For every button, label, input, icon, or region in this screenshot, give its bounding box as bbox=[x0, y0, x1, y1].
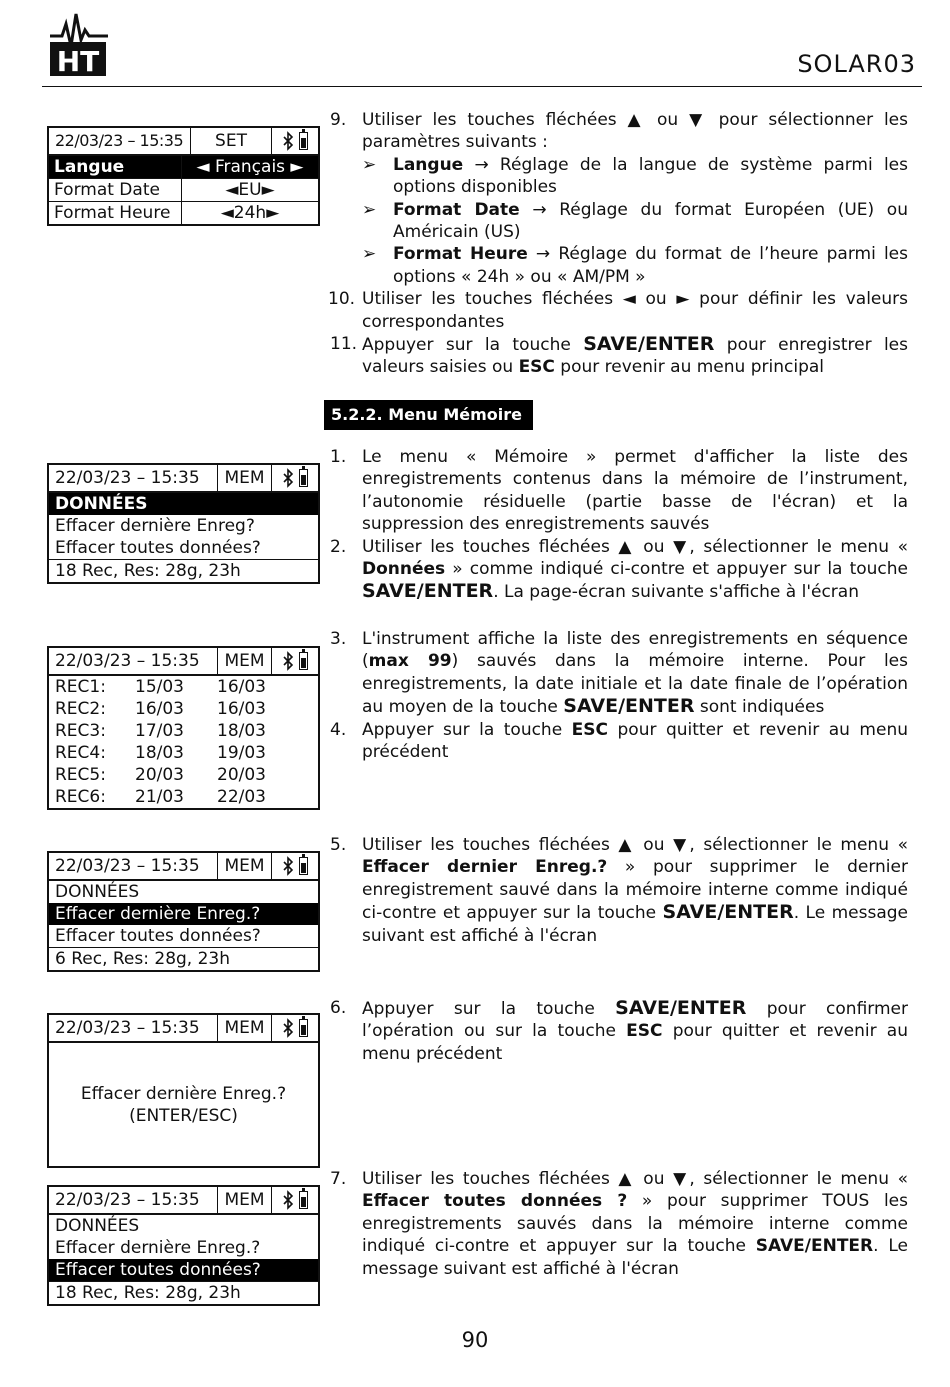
settings-instructions bbox=[330, 109, 908, 379]
memory-step-3: 3. L'instrument affiche la liste des enregistrements en séquence (max 99) sauvés dans la mémoire interne. Pour les enregistrements, la date initiale et la date finale de l’opération au moyen de la touche SAVE/ENTER sont indiquées 4. Appuyer sur la touche ESC pour quitter et revenir au menu précédent bbox=[330, 629, 908, 763]
lcd-delete-last-menu-screen bbox=[47, 851, 320, 972]
lcd-confirm-delete-screen bbox=[47, 1013, 320, 1168]
battery-icon bbox=[299, 1019, 308, 1037]
bullet-langue: ➢ Langue → Réglage de la langue de système parmi les options disponibles bbox=[362, 154, 908, 198]
setting-row-langue[interactable]: Langue ◄ Français ► bbox=[49, 156, 318, 179]
menu-item-effacer-toutes[interactable]: Effacer toutes données? bbox=[55, 538, 261, 558]
step-11: 11. Appuyer sur la touche SAVE/ENTER pour enregistrer les valeurs saisies ou ESC pour revenir au menu principal bbox=[330, 333, 908, 378]
record-row[interactable]: REC5: 20/03 20/03 bbox=[55, 765, 266, 785]
battery-icon bbox=[299, 652, 308, 670]
step-10: 10. Utiliser les touches fléchées ◄ ou ► pour définir les valeurs correspondantes bbox=[328, 289, 908, 332]
battery-icon bbox=[299, 469, 308, 487]
screen-date: 22/03/23 – 15:35 bbox=[49, 648, 218, 674]
menu-item-effacer-derniere[interactable]: Effacer dernière Enreg.? bbox=[49, 903, 318, 925]
memory-step-2: 2. Utiliser les touches fléchées ▲ ou ▼, sélectionner le menu « Données » comme indiqué ci-contre et appuyer sur la touche SAVE/ENTER. La page-écran suivante s'affiche à l'écran bbox=[330, 536, 908, 603]
record-row[interactable]: REC2: 16/03 16/03 bbox=[55, 699, 266, 719]
memory-step-6: 6. Appuyer sur la touche SAVE/ENTER pour confirmer l’opération ou sur la touche ESC pour quitter et revenir au menu précédent bbox=[330, 997, 908, 1064]
ht-logo bbox=[48, 10, 110, 78]
screen-date: 22/03/23 – 15:35 bbox=[49, 1187, 218, 1213]
screen-mode: MEM bbox=[218, 1187, 272, 1213]
screen-mode: MEM bbox=[218, 648, 272, 674]
confirm-message: Effacer dernière Enreg.? (ENTER/ESC) bbox=[80, 1084, 287, 1126]
svg-text:HT: HT bbox=[56, 45, 100, 78]
screen-date: 22/03/23 – 15:35 bbox=[49, 128, 191, 154]
screen-mode: MEM bbox=[218, 1015, 272, 1041]
bullet-format-heure: ➢ Format Heure → Réglage du format de l’heure parmi les options « 24h » ou « AM/PM » bbox=[362, 244, 908, 287]
bluetooth-icon bbox=[282, 1190, 295, 1210]
menu-item-donnees[interactable]: DONNÉES bbox=[49, 493, 318, 515]
bluetooth-icon bbox=[282, 131, 295, 151]
record-row[interactable]: REC4: 18/03 19/03 bbox=[55, 743, 266, 763]
lcd-memory-menu-screen bbox=[47, 463, 320, 584]
battery-icon bbox=[299, 132, 308, 150]
menu-item-effacer-derniere[interactable]: Effacer dernière Enreg? bbox=[55, 516, 255, 536]
menu-item-donnees[interactable]: DONNÉES bbox=[55, 1216, 140, 1236]
record-row[interactable]: REC3: 17/03 18/03 bbox=[55, 721, 266, 741]
menu-item-effacer-toutes[interactable]: Effacer toutes données? bbox=[55, 926, 261, 946]
header-divider bbox=[42, 86, 922, 87]
lcd-settings-screen bbox=[47, 126, 320, 226]
record-row[interactable]: REC6: 21/03 22/03 bbox=[55, 787, 266, 807]
memory-status: 18 Rec, Res: 28g, 23h bbox=[49, 1281, 318, 1304]
product-name: SOLAR03 bbox=[797, 50, 916, 78]
bluetooth-icon bbox=[282, 856, 295, 876]
arrow-bullet-icon: ➢ bbox=[362, 154, 377, 175]
screen-date: 22/03/23 – 15:35 bbox=[49, 1015, 218, 1041]
screen-header bbox=[49, 128, 318, 156]
screen-mode: MEM bbox=[218, 853, 272, 879]
step-9: 9. Utiliser les touches fléchées ▲ ou ▼ pour sélectionner les paramètres suivants : bbox=[330, 110, 908, 153]
screen-date: 22/03/23 – 15:35 bbox=[49, 465, 218, 491]
arrow-bullet-icon: ➢ bbox=[362, 199, 377, 220]
menu-item-effacer-toutes[interactable]: Effacer toutes données? bbox=[49, 1259, 318, 1281]
arrow-bullet-icon: ➢ bbox=[362, 244, 377, 265]
memory-step-4: 4. Appuyer sur la touche ESC pour quitter et revenir au menu précédent bbox=[330, 719, 908, 763]
memory-status: 18 Rec, Res: 28g, 23h bbox=[49, 559, 318, 582]
bluetooth-icon bbox=[282, 1018, 295, 1038]
bluetooth-icon bbox=[282, 468, 295, 488]
lcd-records-screen bbox=[47, 646, 320, 810]
memory-step-7: 7. Utiliser les touches fléchées ▲ ou ▼, sélectionner le menu « Effacer toutes données ? » pour supprimer TOUS les enregistrements sauvés dans la mémoire interne comme indiqué ci-contre et appuyer sur la touche SAVE/ENTER. Le message suivant est affiché à l'écran bbox=[330, 1169, 908, 1279]
screen-mode: SET bbox=[191, 128, 272, 154]
screen-mode: MEM bbox=[218, 465, 272, 491]
section-heading: 5.2.2. Menu Mémoire bbox=[324, 400, 533, 430]
memory-step-1: 1. Le menu « Mémoire » permet d'afficher la liste des enregistrements contenus dans la mémoire de l’instrument, l’autonomie résiduelle (partie basse de l'écran) et la suppression des enregistrements sauvés 2. Utiliser les touches fléchées ▲ ou ▼, sélectionner le menu « Données » comme indiqué ci-contre et appuyer sur la touche SAVE/ENTER. La page-écran suivante s'affiche à l'écran bbox=[330, 447, 908, 603]
screen-date: 22/03/23 – 15:35 bbox=[49, 853, 218, 879]
setting-row-format-heure[interactable]: Format Heure ◄24h► bbox=[49, 202, 318, 224]
bullet-format-date: ➢ Format Date → Réglage du format Européen (UE) ou Américain (US) bbox=[362, 199, 908, 243]
record-row[interactable]: REC1: 15/03 16/03 bbox=[55, 677, 266, 697]
battery-icon bbox=[299, 857, 308, 875]
menu-item-donnees[interactable]: DONNÉES bbox=[55, 882, 140, 902]
bluetooth-icon bbox=[282, 651, 295, 671]
page-number: 90 bbox=[461, 1328, 489, 1352]
memory-step-5: 5. Utiliser les touches fléchées ▲ ou ▼, sélectionner le menu « Effacer dernier Enreg.? » pour supprimer le dernier enregistrement sauvé dans la mémoire interne comme indiqué ci-contre et appuyer sur la touche SAVE/ENTER. Le message suivant est affiché à l'écran bbox=[330, 835, 908, 946]
lcd-delete-all-menu-screen bbox=[47, 1185, 320, 1306]
setting-row-format-date[interactable]: Format Date ◄EU► bbox=[49, 179, 318, 202]
memory-status: 6 Rec, Res: 28g, 23h bbox=[49, 947, 318, 970]
menu-item-effacer-derniere[interactable]: Effacer dernière Enreg.? bbox=[55, 1238, 261, 1258]
battery-icon bbox=[299, 1191, 308, 1209]
